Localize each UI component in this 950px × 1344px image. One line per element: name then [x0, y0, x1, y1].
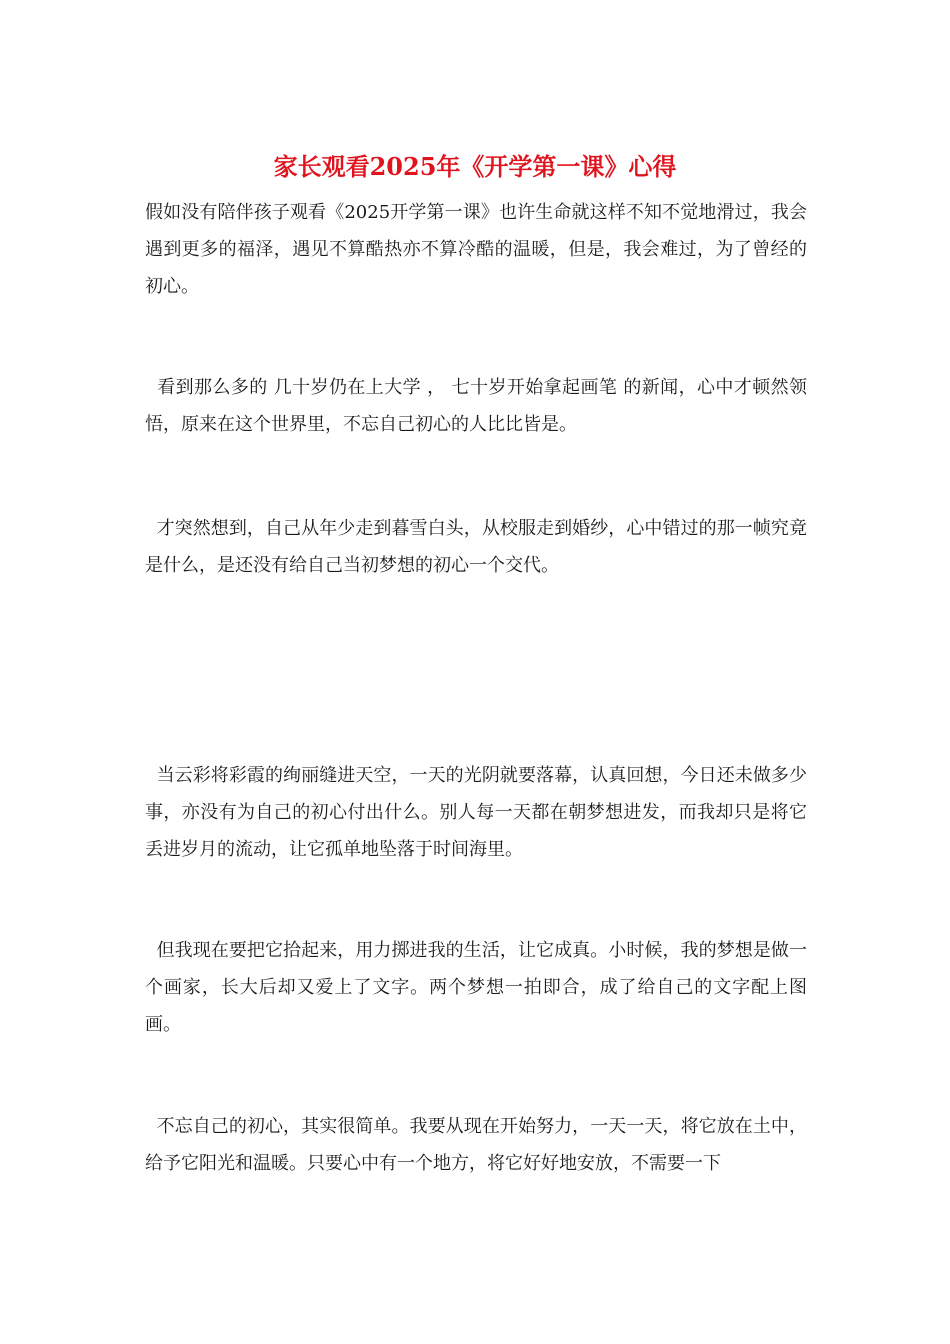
document-title: 家长观看2025年《开学第一课》心得: [273, 152, 677, 181]
paragraph-2: 看到那么多的 几十岁仍在上大学 ， 七十岁开始拿起画笔 的新闻，心中才顿然领悟，原来在这个世界里，不忘自己初心的人比比皆是。: [145, 377, 807, 435]
paragraph-4: 当云彩将彩霞的绚丽缝进天空，一天的光阴就要落幕，认真回想，今日还未做多少事，亦没有为自己的初心付出什么。别人每一天都在朝梦想进发，而我却只是将它丢进岁月的流动，让它孤单地坠落于时间海里。: [145, 765, 807, 860]
paragraph-3: 才突然想到，自己从年少走到暮雪白头，从校服走到婚纱，心中错过的那一帧究竟是什么，是还没有给自己当初梦想的初心一个交代。: [145, 518, 807, 576]
paragraph-1: 假如没有陪伴孩子观看《2025开学第一课》也许生命就这样不知不觉地滑过，我会遇到更多的福泽，遇见不算酷热亦不算冷酷的温暖，但是，我会难过，为了曾经的初心。: [145, 202, 807, 297]
paragraph-5: 但我现在要把它拾起来，用力掷进我的生活，让它成真。小时候，我的梦想是做一个画家，长大后却又爱上了文字。两个梦想一拍即合，成了给自己的文字配上图画。: [145, 940, 807, 1035]
paragraph-6: 不忘自己的初心，其实很简单。我要从现在开始努力，一天一天，将它放在土中，给予它阳光和温暖。只要心中有一个地方，将它好好地安放，不需要一下: [145, 1116, 807, 1174]
